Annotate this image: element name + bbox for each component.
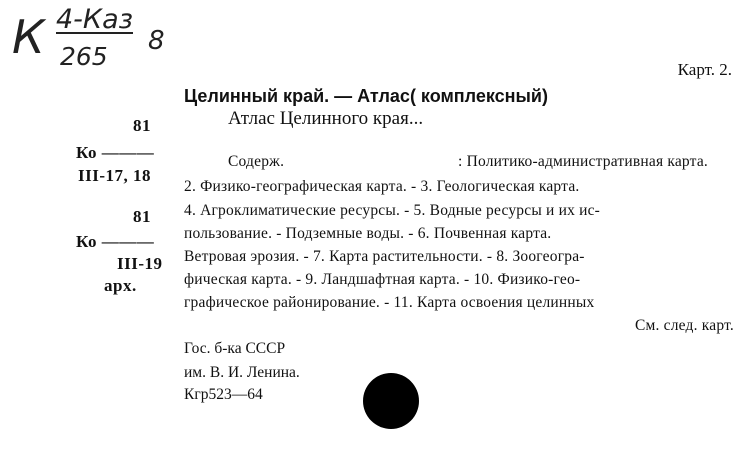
- contents-line-1: [228, 153, 708, 171]
- card-number: Карт. 2.: [677, 60, 732, 79]
- call-number-1-bottom: III-17, 18: [78, 166, 152, 185]
- contents-line: графическое районирование. - 11. Карта освоения целинных: [184, 294, 595, 311]
- contents-line: 4. Агроклиматические ресурсы. - 5. Водные ресурсы и их ис-: [184, 202, 601, 219]
- ink-stamp: [363, 373, 419, 429]
- call-number-1-ko: Ко ———: [76, 143, 155, 162]
- card-subtitle: Атлас Целинного края...: [228, 108, 424, 129]
- call-number-2-top: 81: [133, 207, 151, 226]
- shelf-mark-suffix: 8: [148, 26, 165, 56]
- call-number-2-archive-note: арх.: [104, 276, 137, 295]
- call-number-2-bottom: III-19: [117, 254, 163, 273]
- contents-line: фическая карта. - 9. Ландшафтная карта. - 10. Физико-гео-: [184, 271, 581, 288]
- call-number-1-top: 81: [133, 116, 151, 135]
- contents-label: Содерж.: [228, 153, 285, 170]
- continued-note: См. след. карт.: [634, 317, 734, 334]
- shelf-mark-prefix: К: [12, 10, 45, 64]
- contents-line: пользование. - Подземные воды. - 6. Почвенная карта.: [184, 225, 552, 242]
- contents-line: 2. Физико-географическая карта. - 3. Геологическая карта.: [184, 178, 580, 195]
- library-name: Гос. б-ка СССР: [184, 340, 286, 357]
- shelf-mark-bottom: 265: [60, 42, 108, 71]
- library-name-2: им. В. И. Ленина.: [184, 364, 300, 381]
- contents-line: Ветровая эрозия. - 7. Карта растительности. - 8. Зоогеогра-: [184, 248, 585, 265]
- library-code: Кгр523—64: [184, 386, 263, 403]
- contents-line-1-rest: : Политико-административная карта.: [457, 153, 708, 170]
- card-title: Целинный край. — Атлас( комплексный): [184, 86, 548, 106]
- call-number-2-ko: Ко ———: [76, 232, 155, 251]
- shelf-mark-top: 4-Каз: [56, 4, 133, 35]
